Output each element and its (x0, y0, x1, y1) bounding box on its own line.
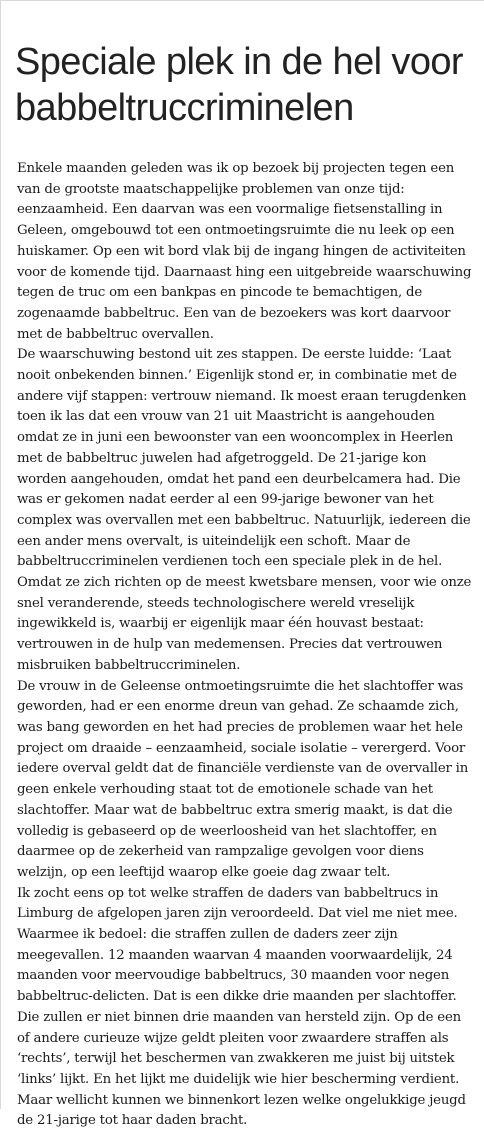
article-paragraph-3: De vrouw in de Geleense ontmoetingsruimte die het slachtoffer was geworden, had er een enorme dreun van gehad. Ze schaamde zich, was bang geworden en het had precies de problemen waar het hele project om draaide – eenzaamheid, sociale isolatie – verergerd. Voor iedere overval geldt dat de financiële verdienste van de overvaller in geen enkele verhouding staat tot de emotionele schade van het slachtoffer. Maar wat de babbeltruc extra smerig maakt, is dat die volledig is gebaseerd op de weerloosheid van het slachtoffer, en daarmee op de zekerheid van rampzalige gevolgen voor diens welzijn, op een leeftijd waarop elke goeie dag zwaar telt. (17, 678, 469, 880)
article-paragraph-2: De waarschuwing bestond uit zes stappen. De eerste luidde: ‘Laat nooit onbekenden binnen.’ Eigenlijk stond er, in combinatie met de andere vijf stappen: vertrouw niemand. Ik moest eraan terugdenken toen ik las dat een vrouw van 21 uit Maastricht is aangehouden omdat ze in juni een bewoonster van een wooncomplex in Heerlen met de babbeltruc juwelen had afgetroggeld. De 21-jarige kon worden aangehouden, omdat het pand een deurbelcamera had. Die was er gekomen nadat eerder al een 99-jarige bewoner van het complex was overvallen met een babbeltruc. Natuurlijk, iedereen die een ander mens overvalt, is uiteindelijk een schoft. Maar de babbeltruccriminelen verdienen toch een speciale plek in de hel. Omdat ze zich richten op de meest kwetsbare mensen, voor wie onze snel veranderende, steeds technologischere wereld vreselijk ingewikkeld is, waarbij er eigenlijk maar één houvast bestaat: vertrouwen in de hulp van medemensen. Precies dat vertrouwen misbruiken babbeltruccriminelen. (17, 347, 472, 673)
article-body (17, 159, 475, 1132)
article-paragraph-1: Enkele maanden geleden was ik op bezoek bij projecten tegen een van de grootste maatschappelijke problemen van onze tijd: eenzaamheid. Een daarvan was een voormalige fietsenstalling in Geleen, omgebouwd tot een ontmoetingsruimte die nu leek op een huiskamer. Op een wit bord vlak bij de ingang hingen de activiteiten voor de komende tijd. Daarnaast hing een uitgebreide waarschuwing tegen de truc om een bankpas en pincode te bemachtigen, de zogenaamde babbeltruc. Een van de bezoekers was kort daarvoor met de babbeltruc overvallen. (17, 161, 472, 342)
article-title: Speciale plek in de hel voor babbeltruccriminelen (15, 41, 463, 129)
article-paragraph-4: Ik zocht eens op tot welke straffen de daders van babbeltrucs in Limburg de afgelopen jaren zijn veroordeeld. Dat viel me niet mee. Waarmee ik bedoel: die straffen zullen de daders zeer zijn meegevallen. 12 maanden waarvan 4 maanden voorwaardelijk, 24 maanden voor meervoudige babbeltrucs, 30 maanden voor negen babbeltruc-delicten. Dat is een dikke drie maanden per slachtoffer. Die zullen er niet binnen drie maanden van hersteld zijn. Op de een of andere curieuze wijze geldt pleiten voor zwaardere straffen als ‘rechts’, terwijl het beschermen van zwakkeren me juist bij uitstek ‘links’ lijkt. En het lijkt me duidelijk wie hier bescherming verdient. Maar wellicht kunnen we binnenkort lezen welke ongelukkige jeugd de 21-jarige tot haar daden bracht. (17, 885, 466, 1129)
